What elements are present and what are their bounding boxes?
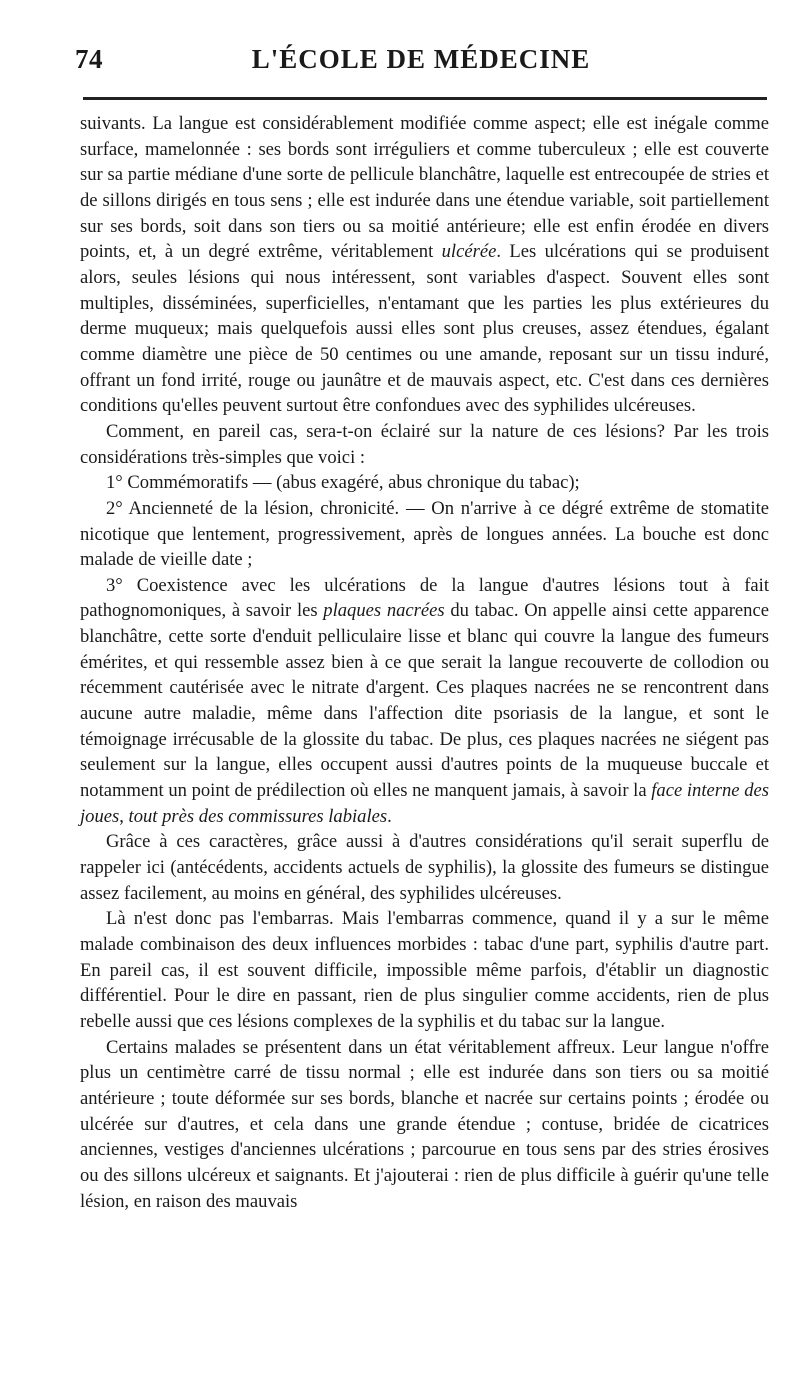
text-run: Comment, en pareil cas, sera-t-on éclairé sur la nature de ces lésions? Par les trois considérations très-simples que voici : [80, 420, 769, 468]
page-number: 74 [75, 44, 103, 74]
paragraph [80, 470, 769, 496]
italic-text: tout près des commissures labiales [128, 805, 388, 827]
page-header-title: L'ÉCOLE DE MÉDECINE [251, 44, 591, 74]
paragraph [80, 906, 769, 1034]
header-rule [83, 97, 767, 100]
paragraph [80, 573, 769, 830]
italic-text: ulcérée [441, 241, 497, 263]
italic-text: plaques nacrées [323, 600, 445, 622]
text-run: 1° Commémoratifs — (abus exagéré, abus chronique du tabac); [106, 472, 580, 494]
text-run: du tabac. On appelle ainsi cette apparence blanchâtre, cette sorte d'enduit pelliculaire lisse et blanc qui couvre la langue des fumeurs émérites, et qui ressemble assez bien à ce que serait la langue recouverte de collodion ou récemment cautérisée avec le nitrate d'argent. Ces plaques nacrées ne se rencontrent dans aucune autre maladie, même dans l'affection dite psoriasis de la langue, et sont le témoignage irrécusable de la glossite du tabac. De plus, ces plaques nacrées ne siégent pas seulement sur la langue, elles occupent aussi d'autres points de la muqueuse buccale et notamment un point de prédilection où elles ne manquent jamais, à savoir la [80, 600, 769, 802]
body-text [80, 111, 769, 1214]
paragraph [80, 419, 769, 470]
paragraph [80, 829, 769, 906]
running-head [75, 44, 767, 84]
text-run: . Les ulcérations qui se produisent alors, seules lésions qui nous intéressent, sont variables d'aspect. Souvent elles sont multiples, disséminées, superficielles, n'entamant que les parties les plus extérieures du derme muqueux; mais quelquefois aussi elles sont plus creuses, assez étendues, égalant comme diamètre une pièce de 50 centimes ou une amande, reposant sur un tissu induré, offrant un fond irrité, rouge ou jaunâtre et de mauvais aspect, etc. C'est dans ces dernières conditions qu'elles peuvent surtout être confondues avec des syphilides ulcéreuses. [80, 241, 769, 417]
text-run: . [387, 805, 392, 827]
text-run: , [119, 805, 129, 827]
text-run: suivants. La langue est considérablement modifiée comme aspect; elle est inégale comme surface, mamelonnée : ses bords sont irréguliers et comme tuberculeux ; elle est couverte sur sa partie médiane d'une sorte de pellicule blanchâtre, laquelle est entrecoupée de stries et de sillons dirigés en tous sens ; elle est indurée dans une étendue variable, soit partiellement sur ses bords, soit dans son tiers ou sa moitié antérieure; elle est enfin érodée en divers points, et, à un degré extrême, véritablement [80, 113, 769, 263]
text-run: Là n'est donc pas l'embarras. Mais l'embarras commence, quand il y a sur le même malade combinaison des deux influences morbides : tabac d'une part, syphilis d'autre part. En pareil cas, il est souvent difficile, impossible même parfois, d'établir un diagnostic différentiel. Pour le dire en passant, rien de plus singulier comme accidents, rien de plus rebelle aussi que ces lésions complexes de la syphilis et du tabac sur la langue. [80, 908, 769, 1032]
text-run: 2° Ancienneté de la lésion, chronicité. — On n'arrive à ce dégré extrême de stomatite nicotique que lentement, progressivement, après de longues années. La bouche est donc malade de vieille date ; [80, 497, 769, 571]
paragraph [80, 496, 769, 573]
text-run: Grâce à ces caractères, grâce aussi à d'autres considérations qu'il serait superflu de rappeler ici (antécédents, accidents actuels de syphilis), la glossite des fumeurs se distingue assez facilement, au moins en général, des syphilides ulcéreuses. [80, 831, 769, 904]
text-run: 3° Coexistence avec les ulcérations de la langue d'autres lésions tout à fait pathognomoniques, à savoir les [80, 574, 769, 622]
paragraph [80, 1035, 769, 1215]
italic-text: face interne des joues [80, 780, 769, 827]
paragraph [80, 111, 769, 419]
text-run: Certains malades se présentent dans un état véritablement affreux. Leur langue n'offre plus un centimètre carré de tissu normal ; elle est indurée dans son tiers ou sa moitié antérieure ; toute déformée sur ses bords, blanche et nacrée sur certains points ; érodée ou ulcérée sur d'autres, et cela dans une grande étendue ; contuse, bridée de cicatrices anciennes, vestiges d'anciennes ulcérations ; parcourue en tous sens par des stries érosives ou des sillons ulcéreux et saignants. Et j'ajouterai : rien de plus difficile à guérir qu'une telle lésion, en raison des mauvais [80, 1036, 769, 1212]
